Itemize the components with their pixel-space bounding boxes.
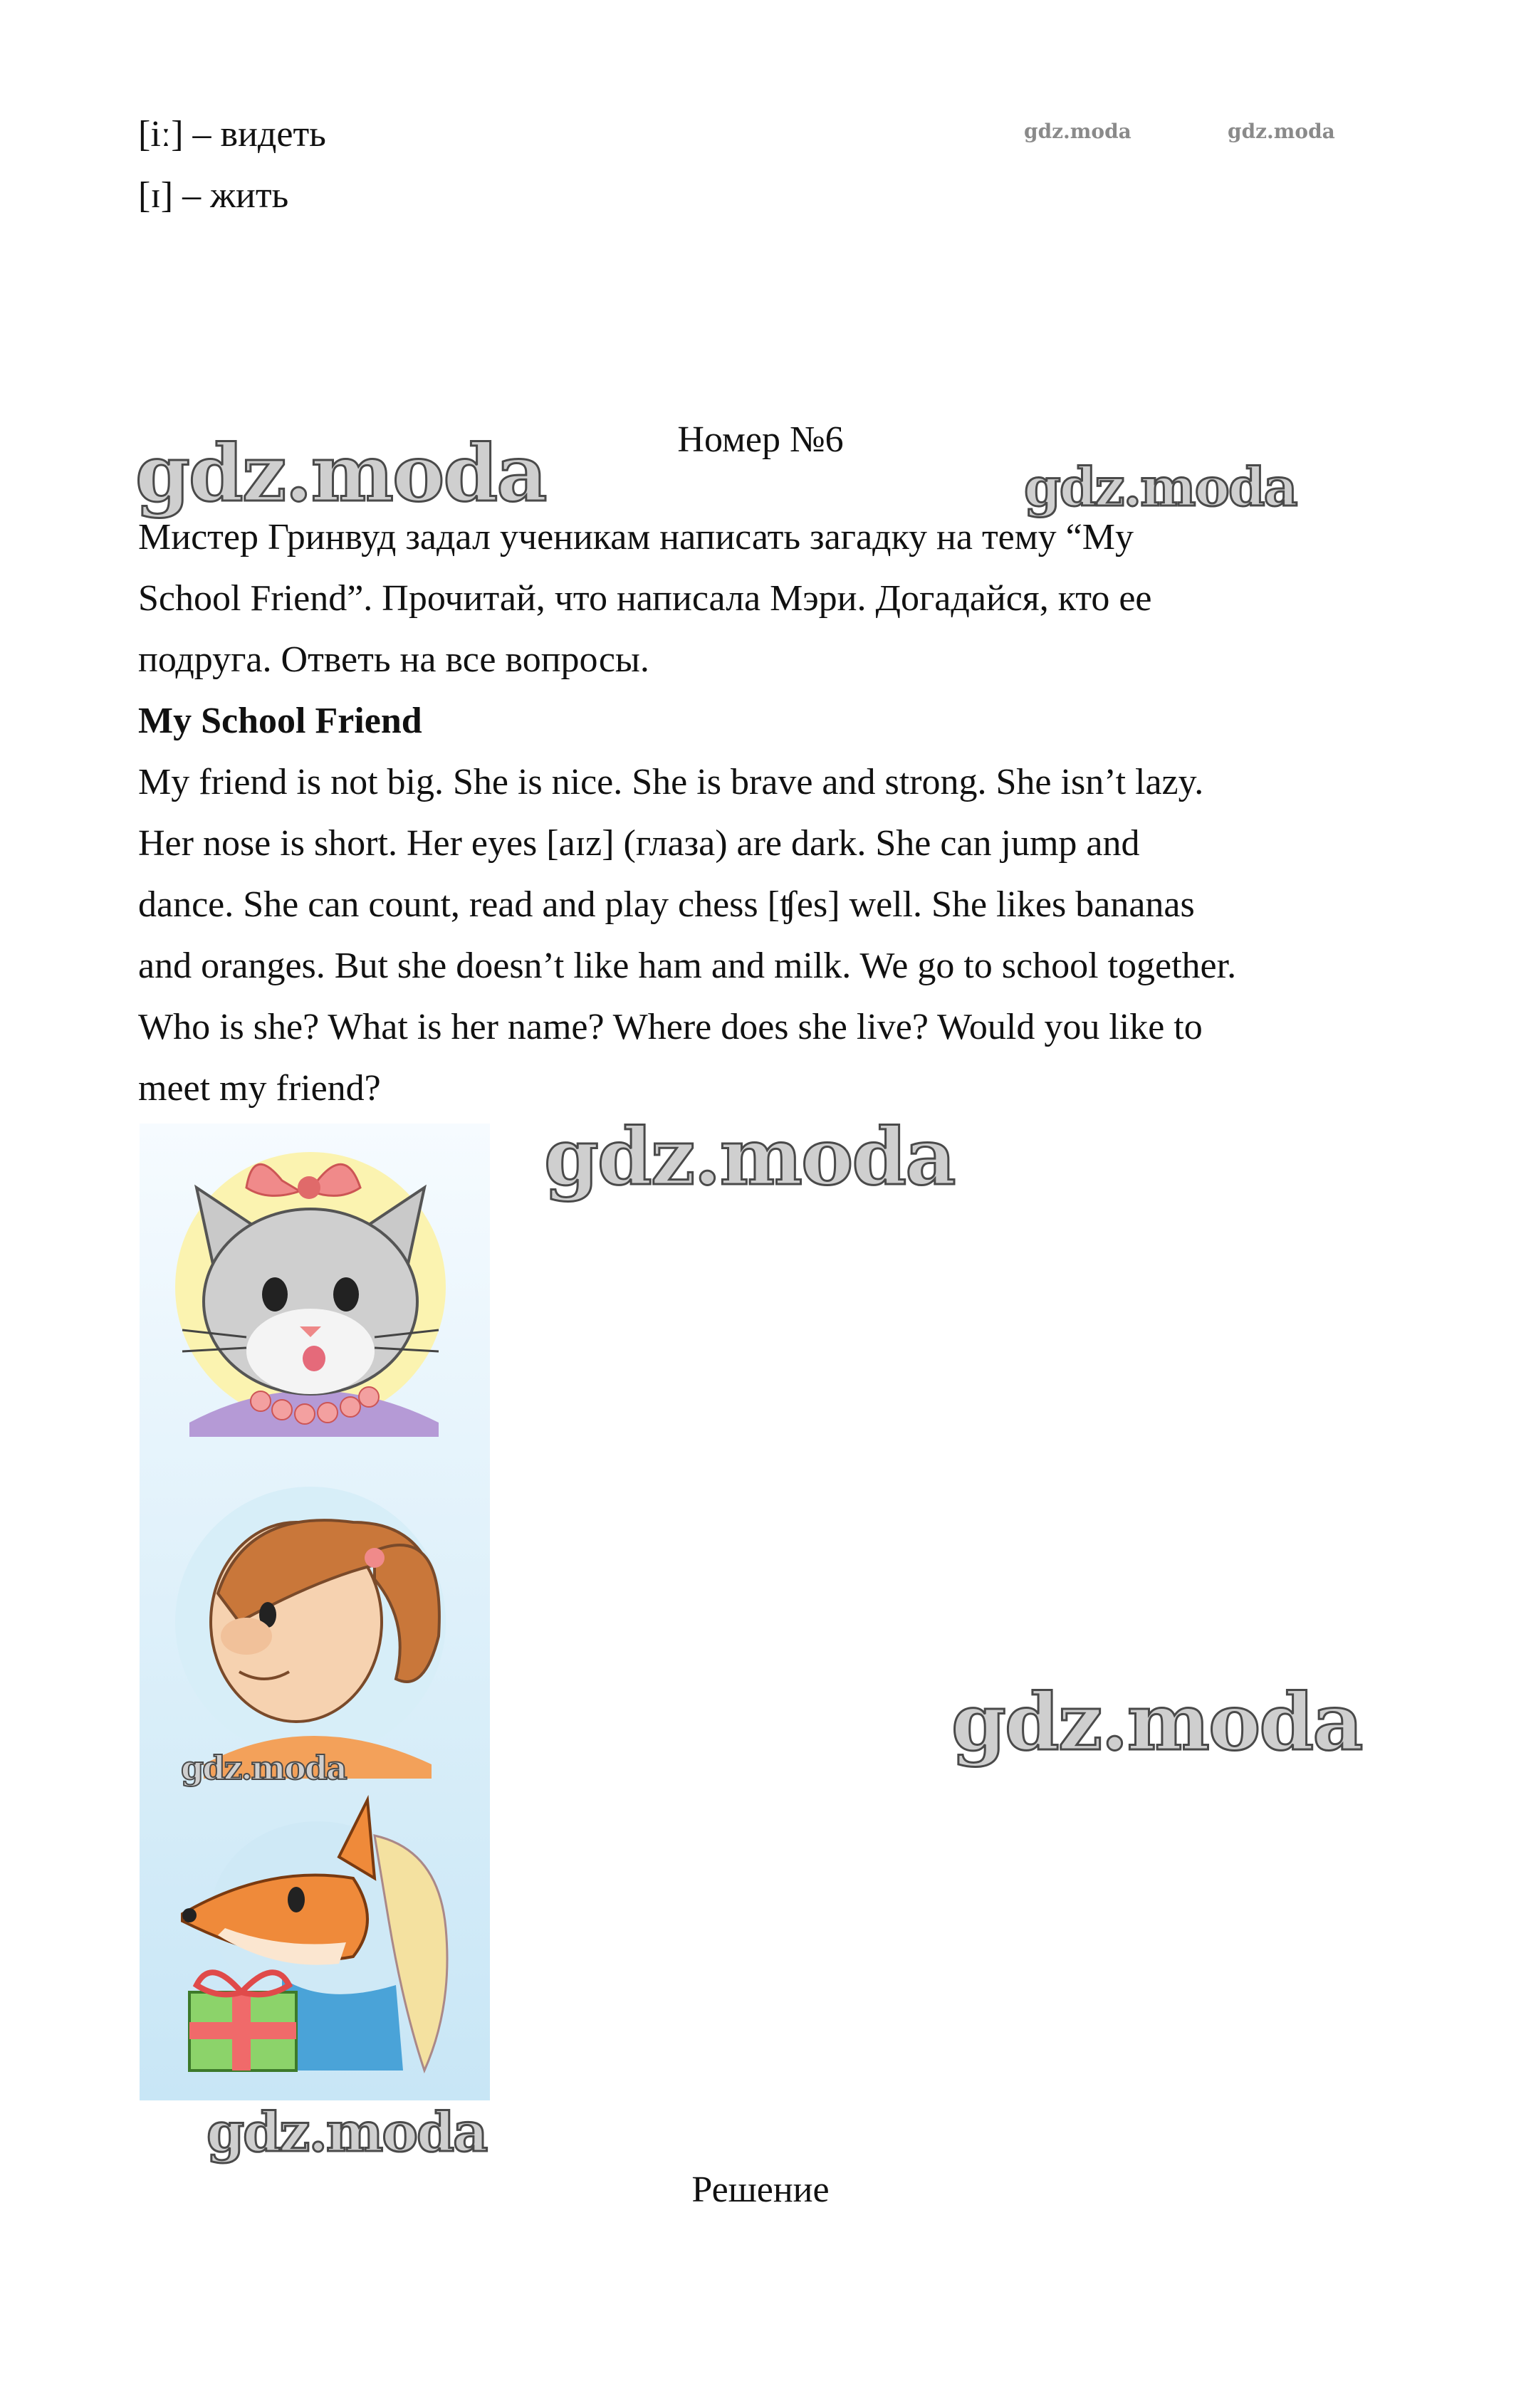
text-line: and oranges. But she doesn’t like ham and milk. We go to school together. <box>138 946 1237 986</box>
phonetic-line-1: [iː] – видеть <box>138 114 326 155</box>
illustration-strip <box>140 1124 490 2100</box>
exercise-title: Номер №6 <box>677 419 844 460</box>
watermark-medium: gdz.moda <box>1024 457 1297 518</box>
text-line: My friend is not big. She is nice. She is brave and strong. She isn’t lazy. <box>138 762 1204 802</box>
watermark-large: gdz.moda <box>951 1676 1362 1768</box>
watermark-small: gdz.moda <box>1228 120 1335 143</box>
phonetic-line-2: [ɪ] – жить <box>138 175 289 216</box>
text-line: dance. She can count, read and play chess [ʧes] well. She likes bananas <box>138 884 1195 925</box>
instruction-line: Мистер Гринвуд задал ученикам написать загадку на тему “My <box>138 517 1134 557</box>
fox-character <box>182 1800 447 2071</box>
text-title: My School Friend <box>138 701 422 741</box>
instruction-line: School Friend”. Прочитай, что написала Мэри. Догадайся, кто ее <box>138 578 1152 619</box>
solution-label: Решение <box>691 2169 830 2210</box>
text-line: Her nose is short. Her eyes [aɪz] (глаза) are dark. She can jump and <box>138 823 1140 864</box>
characters-illustration <box>140 1124 490 2100</box>
watermark-small: gdz.moda <box>181 1749 346 1787</box>
watermark-small: gdz.moda <box>1024 120 1131 143</box>
instruction-line: подруга. Ответь на все вопросы. <box>138 639 649 680</box>
cat-character <box>175 1152 446 1437</box>
text-line: meet my friend? <box>138 1068 381 1109</box>
watermark-large: gdz.moda <box>544 1111 955 1203</box>
watermark-large: gdz.moda <box>135 427 546 519</box>
text-line: Who is she? What is her name? Where does she live? Would you like to <box>138 1007 1203 1047</box>
watermark-medium: gdz.moda <box>207 2100 487 2164</box>
girl-character <box>175 1487 446 1779</box>
